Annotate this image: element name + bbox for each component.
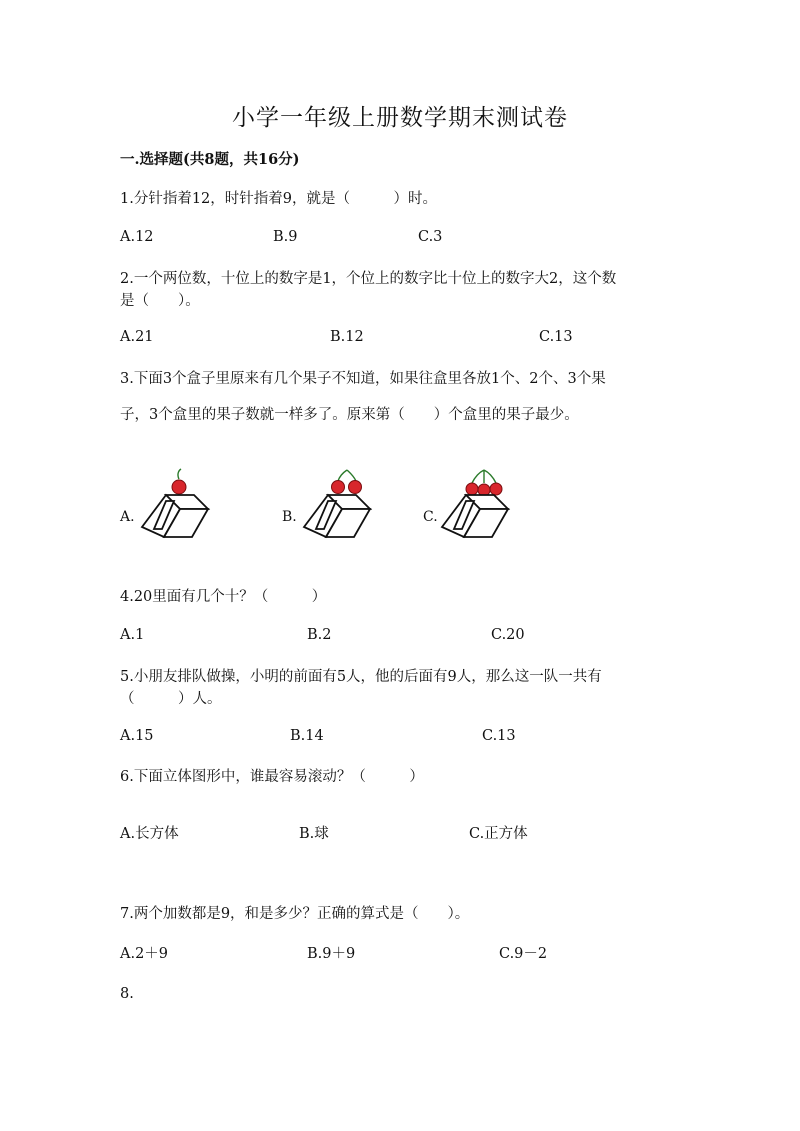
- q3-option-a: A.: [120, 509, 135, 525]
- q6-option-a: A.长方体: [120, 826, 179, 842]
- q7-option-a: A.2＋9: [120, 946, 169, 962]
- q2-option-b: B.12: [330, 329, 364, 345]
- question-6-text: 6.下面立体图形中，谁最容易滚动？（ ）: [120, 769, 424, 785]
- q7-option-c: C.9－2: [499, 946, 548, 962]
- q5-option-b: B.14: [290, 728, 324, 744]
- box-a-one-cherry-image: [136, 465, 216, 545]
- q1-option-c: C.3: [418, 229, 443, 245]
- q1-option-a: A.12: [120, 229, 154, 245]
- q2-option-a: A.21: [120, 329, 154, 345]
- question-5-line-1: 5.小朋友排队做操，小明的前面有5人，他的后面有9人，那么这一队一共有: [120, 669, 602, 685]
- question-5-line-2: （ ）人。: [120, 691, 222, 707]
- question-8-text: 8.: [120, 986, 134, 1002]
- box-b-two-cherries-image: [298, 465, 378, 545]
- question-7-text: 7.两个加数都是9，和是多少？正确的算式是（ ）。: [120, 906, 470, 922]
- q3-option-c: C.: [423, 509, 438, 525]
- q4-option-c: C.20: [491, 627, 525, 643]
- q1-option-b: B.9: [273, 229, 298, 245]
- q2-option-c: C.13: [539, 329, 573, 345]
- q4-option-b: B.2: [307, 627, 332, 643]
- question-3-line-1: 3.下面3个盒子里原来有几个果子不知道，如果往盒里各放1个、2个、3个果: [120, 371, 606, 387]
- q6-option-b: B.球: [299, 826, 329, 842]
- box-c-three-cherries-image: [436, 465, 516, 545]
- q4-option-a: A.1: [120, 627, 145, 643]
- question-1-text: 1.分针指着12，时针指着9，就是（ ）时。: [120, 191, 438, 207]
- q6-option-c: C.正方体: [469, 826, 528, 842]
- q3-option-b: B.: [282, 509, 297, 525]
- question-3-line-2: 子，3个盒里的果子数就一样多了。原来第（ ）个盒里的果子最少。: [120, 407, 579, 423]
- q7-option-b: B.9＋9: [307, 946, 356, 962]
- question-4-text: 4.20里面有几个十？（ ）: [120, 589, 327, 605]
- question-2-line-2: 是（ ）。: [120, 293, 200, 309]
- question-2-line-1: 2.一个两位数，十位上的数字是1，个位上的数字比十位上的数字大2，这个数: [120, 271, 617, 287]
- q5-option-a: A.15: [120, 728, 154, 744]
- section-heading: 一.选择题(共8题，共16分): [120, 151, 300, 168]
- q5-option-c: C.13: [482, 728, 516, 744]
- page-title: 小学一年级上册数学期末测试卷: [232, 105, 568, 131]
